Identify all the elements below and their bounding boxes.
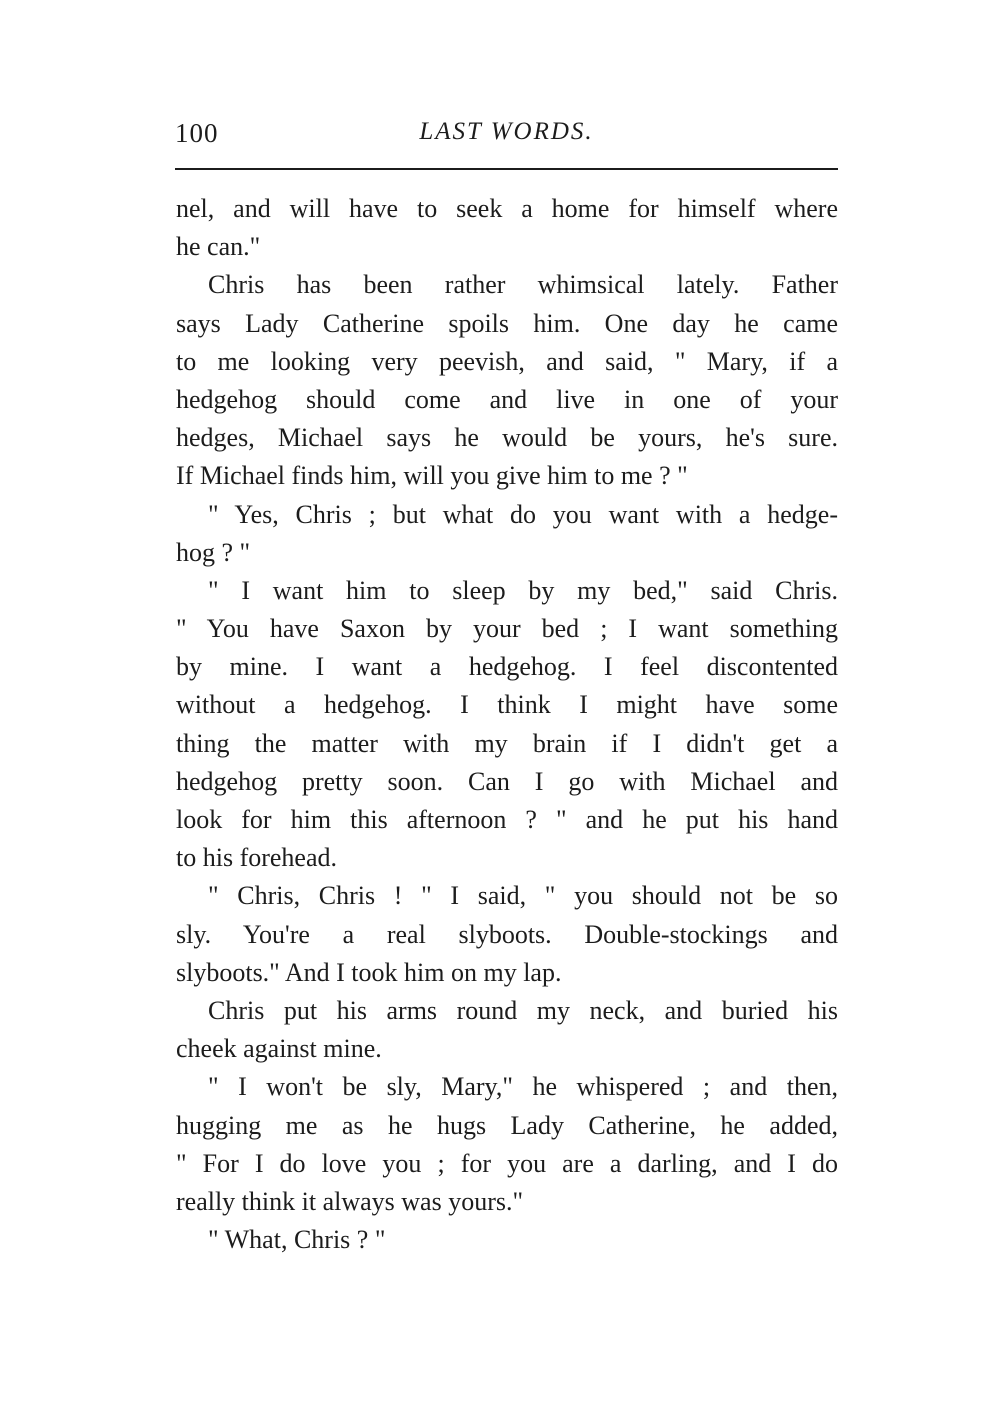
- header-rule: [175, 168, 838, 170]
- text-line: thing the matter with my brain if I didn't get a: [176, 728, 838, 758]
- text-line: by mine. I want a hedgehog. I feel discontented: [176, 652, 838, 682]
- text-line: sly. You're a real slyboots. Double-stockings and: [176, 919, 838, 949]
- text-line: If Michael finds him, will you give him to me ? ": [176, 461, 688, 491]
- text-line: to me looking very peevish, and said, " Mary, if a: [176, 346, 838, 376]
- text-line: says Lady Catherine spoils him. One day he came: [176, 308, 838, 338]
- text-line: Chris has been rather whimsical lately. Father: [208, 270, 838, 300]
- page-number: 100: [175, 118, 219, 148]
- text-line: " For I do love you ; for you are a darling, and I do: [176, 1148, 838, 1178]
- text-line: nel, and will have to seek a home for himself where: [176, 194, 838, 223]
- text-line: he can.": [176, 232, 261, 262]
- page-header: [175, 118, 838, 158]
- text-line: " What, Chris ? ": [208, 1225, 386, 1255]
- text-line: " Chris, Chris ! " I said, " you should not be so: [208, 881, 838, 911]
- running-title: LAST WORDS.: [419, 118, 594, 145]
- text-line: Chris put his arms round my neck, and buried his: [208, 995, 838, 1025]
- text-line: " Yes, Chris ; but what do you want with a hedge-: [208, 499, 838, 529]
- text-line: without a hedgehog. I think I might have some: [176, 690, 838, 720]
- text-line: really think it always was yours.": [176, 1186, 524, 1216]
- text-line: slyboots." And I took him on my lap.: [176, 957, 562, 987]
- text-line: hedgehog pretty soon. Can I go with Michael and: [176, 766, 838, 796]
- text-line: hog ? ": [176, 537, 251, 567]
- text-line: cheek against mine.: [176, 1034, 382, 1064]
- text-line: look for him this afternoon ? " and he put his hand: [176, 805, 838, 834]
- body-text: [176, 190, 838, 1259]
- text-line: hedges, Michael says he would be yours, he's sure.: [176, 423, 838, 453]
- text-line: " You have Saxon by your bed ; I want something: [176, 614, 838, 644]
- text-line: " I won't be sly, Mary," he whispered ; and then,: [208, 1072, 838, 1102]
- text-line: to his forehead.: [176, 843, 338, 873]
- text-line: hedgehog should come and live in one of your: [176, 384, 838, 414]
- text-line: " I want him to sleep by my bed," said Chris.: [208, 575, 838, 605]
- text-line: hugging me as he hugs Lady Catherine, he added,: [176, 1110, 838, 1140]
